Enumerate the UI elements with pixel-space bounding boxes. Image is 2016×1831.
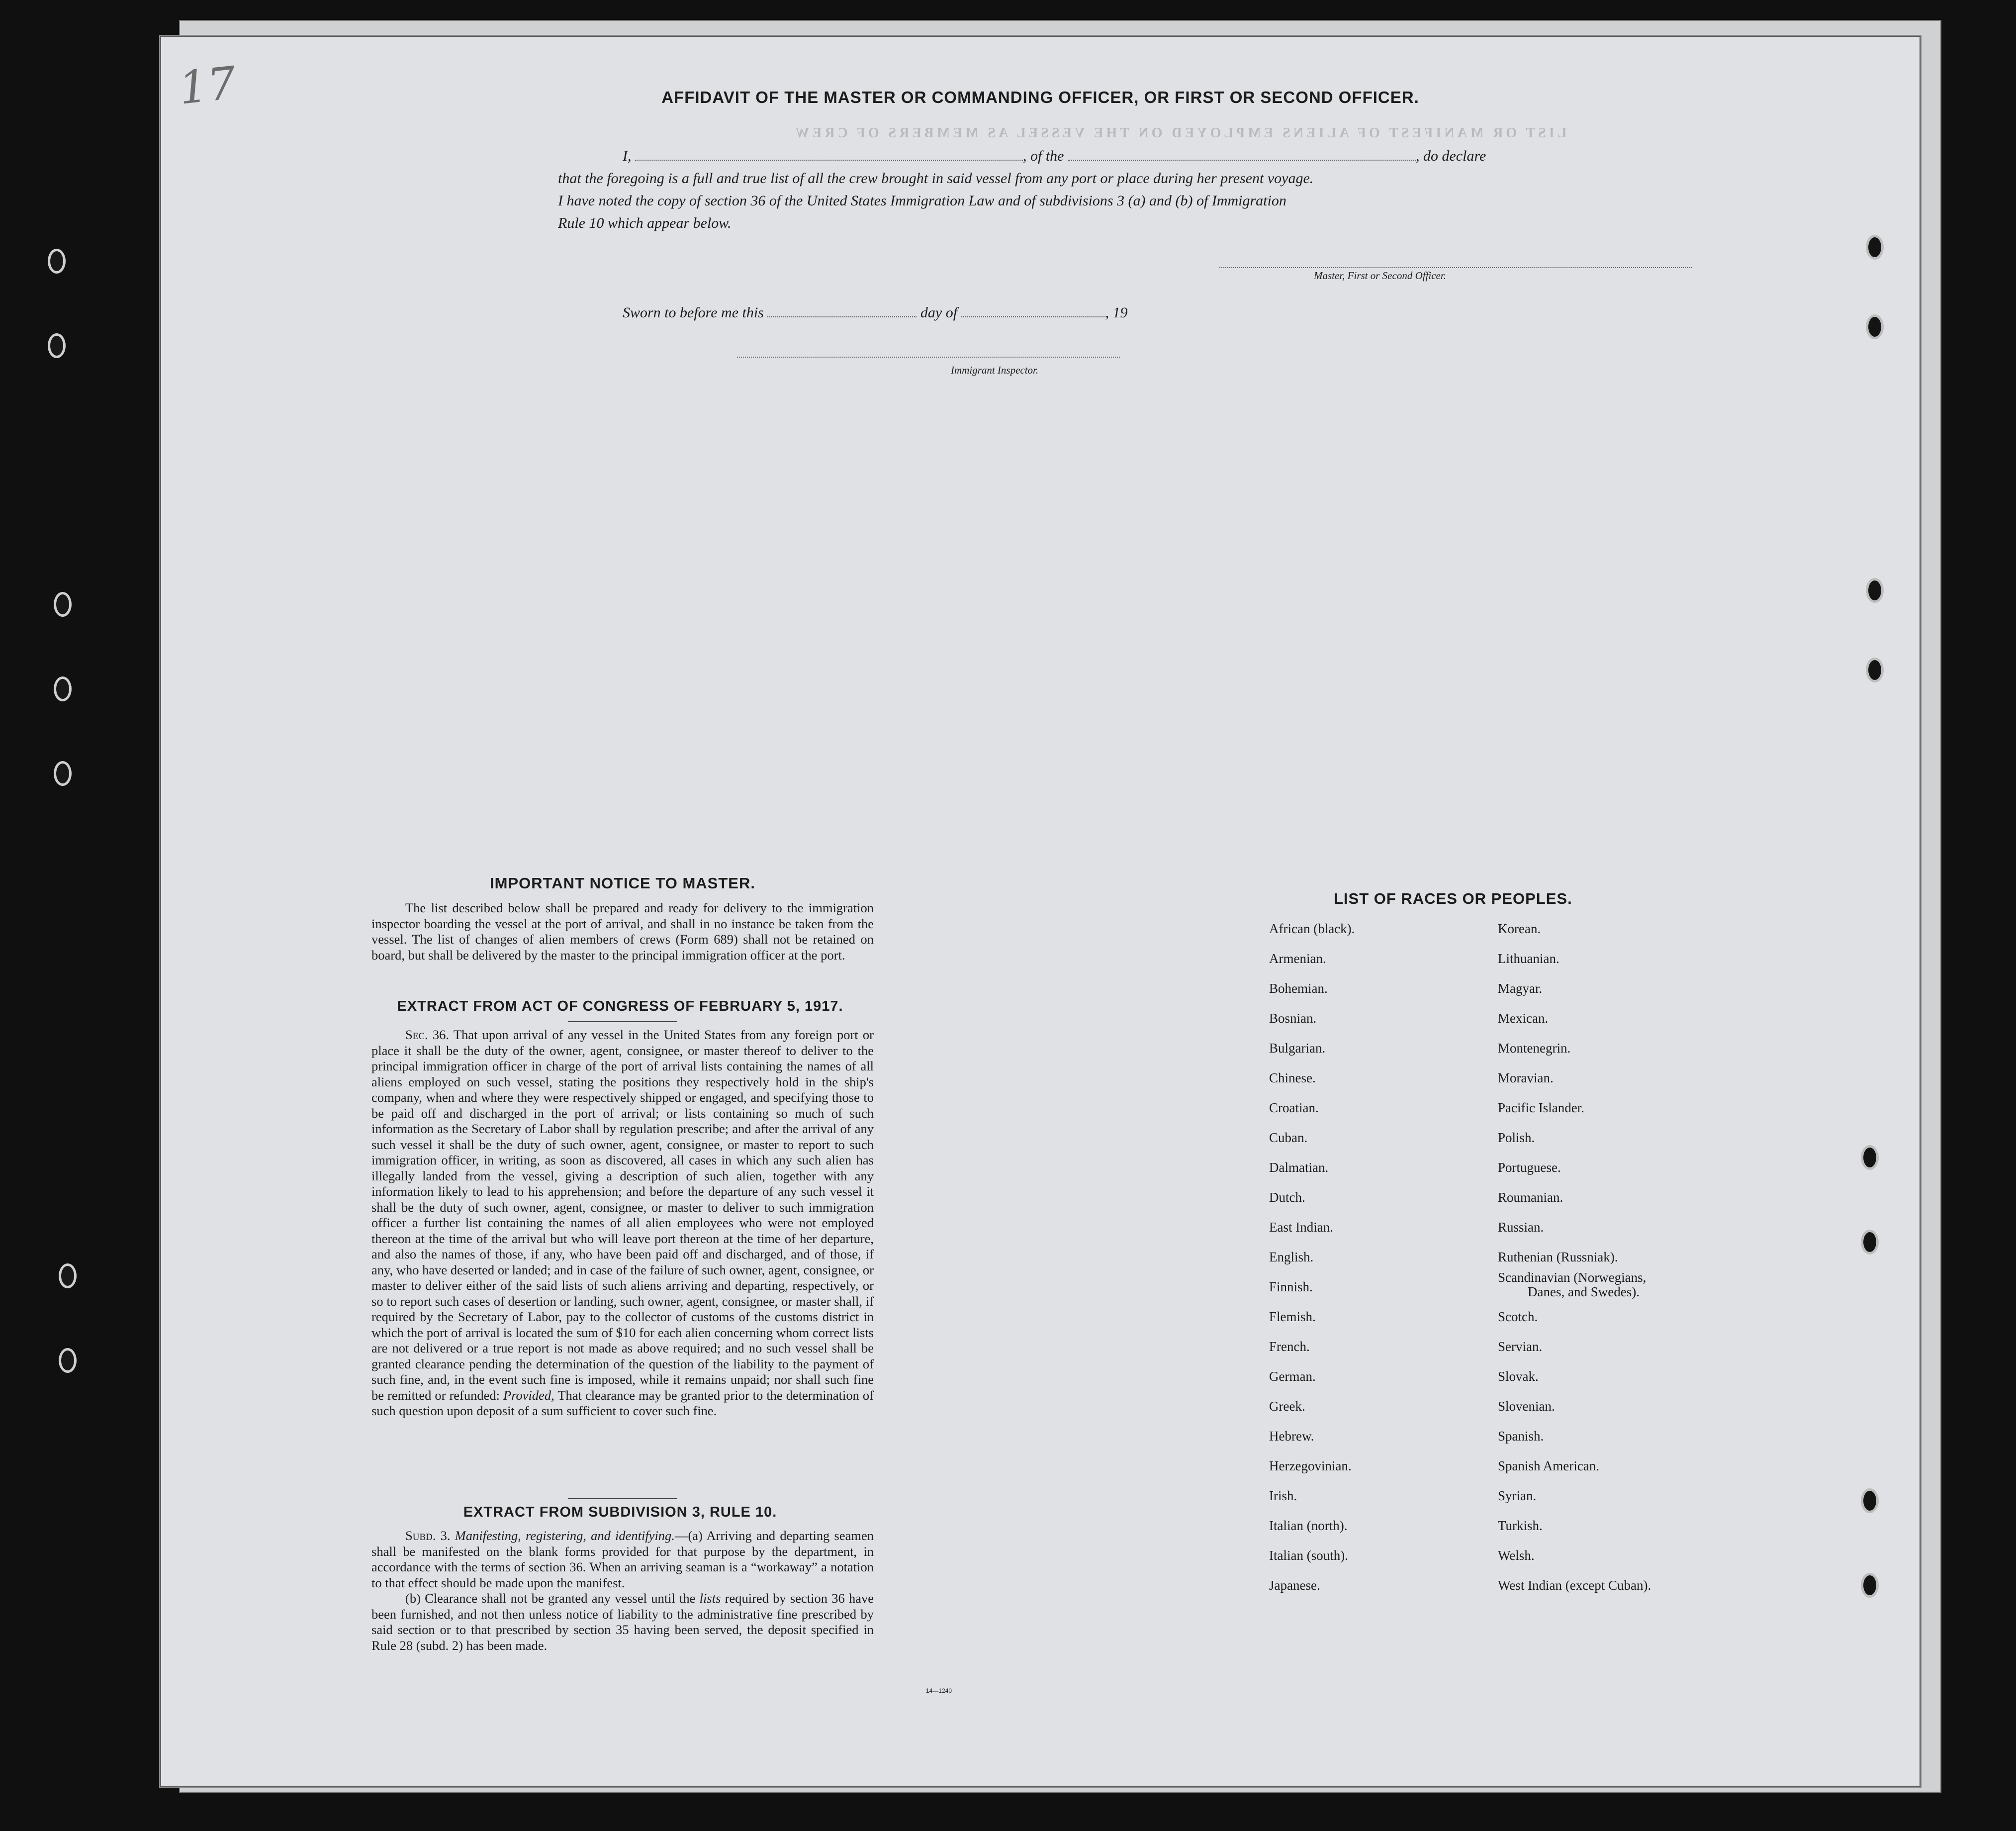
binder-hole-icon: [48, 249, 66, 274]
affidavit-do-declare: , do declare: [1416, 148, 1486, 164]
rule-b-text: required by section 36 have been furnished, and not then unless notice of liability to the administrative fine prescribed by said section or to that prescribed by section 35 having been served, the deposit specified in Rule 28 (subd. 2) has been made.: [371, 1591, 874, 1653]
races-title: LIST OF RACES OR PEOPLES.: [1334, 890, 1572, 907]
race-item: Hebrew.: [1269, 1429, 1314, 1444]
affidavit-of-the: , of the: [1023, 148, 1064, 164]
race-item: Slovak.: [1498, 1369, 1539, 1384]
race-item: Finnish.: [1269, 1279, 1313, 1294]
affidavit-line-3: I have noted the copy of section 36 of the United States Immigration Law and of subdivisions 3 (a) and (b) of Immigration: [558, 193, 1286, 209]
race-item: Greek.: [1269, 1399, 1305, 1414]
race-item: English.: [1269, 1250, 1314, 1264]
race-item: Scotch.: [1498, 1309, 1538, 1324]
affidavit-line-1: [623, 148, 1486, 165]
binder-hole-icon: [54, 676, 72, 701]
act-body: [371, 1027, 874, 1419]
act-paragraph: [371, 1027, 874, 1419]
race-item: Bohemian.: [1269, 981, 1328, 996]
race-item: Montenegrin.: [1498, 1041, 1571, 1056]
race-item: French.: [1269, 1339, 1310, 1354]
sworn-text: Sworn to before me this: [623, 304, 764, 321]
notice-body: [371, 900, 874, 963]
race-item: Mexican.: [1498, 1011, 1549, 1026]
race-item: Cuban.: [1269, 1130, 1308, 1145]
rule-a-text: —(a) Arriving and departing seamen shall be manifested on the blank forms provided for that purpose by the department, in accordance with the terms of section 36. When an arriving seaman is a “workaway” a notation to that effect should be made upon the manifest.: [371, 1528, 874, 1590]
race-item: Servian.: [1498, 1339, 1543, 1354]
rule-a-heading: Manifesting, registering, and identifying.: [455, 1528, 675, 1543]
year-text: , 19: [1105, 304, 1128, 321]
race-item: East Indian.: [1269, 1220, 1333, 1235]
race-item: Irish.: [1269, 1488, 1297, 1503]
race-item: Turkish.: [1498, 1518, 1543, 1533]
form-number: 14—1240: [926, 1687, 952, 1694]
sec-label: Sec. 36.: [405, 1027, 450, 1042]
binder-hole-icon: [48, 333, 66, 358]
race-item: Pacific Islander.: [1498, 1100, 1584, 1115]
race-item: African (black).: [1269, 921, 1355, 936]
rule-title: EXTRACT FROM SUBDIVISION 3, RULE 10.: [463, 1504, 777, 1520]
sworn-line: [623, 304, 1128, 321]
race-item: Italian (south).: [1269, 1548, 1348, 1563]
act-text: That upon arrival of any vessel in the United States from any foreign port or place it shall be the duty of the owner, agent, consignee, or master thereof to deliver to the principal immigration officer in charge of the port of arrival lists containing the names of all aliens employed on such vessel, stating the positions they respectively hold in the ship's company, when and where they were respectively shipped or engaged, and specifying those to be paid off and discharged in the port of arrival; or lists containing so much of such information as the Secretary of Labor shall by regulation prescribe; and after the arrival of any such vessel it shall be the duty of such owner, agent, consignee, or master to report to such immigration officer, in writing, as soon as discovered, all cases in which any such alien has illegally landed from the vessel, giving a description of such alien, together with any information likely to lead to his apprehension; and before the departure of any such vessel it shall be the duty of such owner, agent, consignee, or master to deliver to such immigration officer a further list containing the names of all alien employees who were not employed thereon at the time of the arrival but who will leave port thereon at the time of her departure, and also the names of those, if any, who have been paid off and discharged, and of those, if any, who have deserted or landed; and in case of the failure of such owner, agent, consignee, or master to deliver either of the said lists of such aliens arriving and departing, respectively, or so to report such cases of desertion or landing, such owner, agent, consignee, or master shall, if required by the Secretary of Labor, pay to the collector of customs of the customs district in which the port of arrival is located the sum of $10 for each alien concerning whom correct lists are not delivered or a true report is not made as above required; and no such vessel shall be granted clearance pending the determination of the question of the liability to the payment of such fine, and, in the event such fine is imposed, while it remains unpaid; nor shall such fine be remitted or refunded:: [371, 1027, 874, 1403]
affidavit-i: I,: [623, 148, 632, 164]
races-column-2: [1498, 921, 1871, 1667]
affidavit-line-2: that the foregoing is a full and true list of all the crew brought in said vessel from any port or place during her present voyage.: [558, 170, 1314, 187]
rule-paragraph-b: [371, 1591, 874, 1653]
provided-word: Provided,: [503, 1387, 554, 1403]
divider: [568, 1498, 677, 1499]
race-item: Dalmatian.: [1269, 1160, 1329, 1175]
binder-hole-icon: [59, 1263, 77, 1288]
document-page: [159, 35, 1922, 1788]
month-blank: [961, 305, 1105, 317]
pencil-mark: 17: [176, 57, 239, 115]
master-signature-line: [1219, 267, 1692, 268]
name-blank: [635, 149, 1023, 161]
race-item: Roumanian.: [1498, 1190, 1563, 1205]
race-item: Italian (north).: [1269, 1518, 1348, 1533]
race-item: Scandinavian (Norwegians,: [1498, 1270, 1647, 1285]
race-item: Magyar.: [1498, 981, 1543, 996]
race-item: Spanish.: [1498, 1429, 1544, 1444]
vessel-blank: [1068, 149, 1416, 161]
divider: [568, 1021, 677, 1022]
subd-label: Subd. 3.: [405, 1528, 451, 1543]
race-item: Japanese.: [1269, 1578, 1320, 1593]
race-item: Slovenian.: [1498, 1399, 1555, 1414]
rule-paragraph-a: [371, 1528, 874, 1591]
binder-hole-icon: [1866, 578, 1884, 603]
binder-hole-icon: [59, 1348, 77, 1373]
day-blank: [767, 305, 916, 317]
race-item: Syrian.: [1498, 1488, 1537, 1503]
race-item: Bosnian.: [1269, 1011, 1317, 1026]
race-item: Polish.: [1498, 1130, 1535, 1145]
race-item: Korean.: [1498, 921, 1541, 936]
race-item: Flemish.: [1269, 1309, 1316, 1324]
master-label: Master, First or Second Officer.: [1314, 270, 1446, 282]
act-text-end: That clearance may be granted prior to the determination of such question upon deposit of a sum sufficient to cover such fine.: [371, 1387, 874, 1418]
binder-hole-icon: [54, 761, 72, 786]
race-item: Armenian.: [1269, 951, 1326, 966]
binder-hole-icon: [1866, 314, 1884, 339]
race-item: Moravian.: [1498, 1070, 1554, 1085]
race-item: Herzegovinian.: [1269, 1458, 1352, 1473]
race-item: Lithuanian.: [1498, 951, 1559, 966]
bleed-through-text: LIST OR MANIFEST OF ALIENS EMPLOYED ON THE VESSEL AS MEMBERS OF CREW: [792, 125, 1567, 141]
inspector-label: Immigrant Inspector.: [951, 364, 1039, 376]
notice-paragraph: The list described below shall be prepared and ready for delivery to the immigration inspector boarding the vessel at the port of arrival, and shall in no instance be taken from the vessel. The list of changes of alien members of crews (Form 689) shall not be retained on board, but shall be delivered by the master to the principal immigration officer at the port.: [371, 900, 874, 963]
race-item: Croatian.: [1269, 1100, 1319, 1115]
inspector-signature-line: [737, 357, 1120, 358]
binder-hole-icon: [54, 592, 72, 617]
race-item: Chinese.: [1269, 1070, 1316, 1085]
rule-body: [371, 1528, 874, 1653]
binder-hole-icon: [1866, 235, 1884, 260]
race-item: Russian.: [1498, 1220, 1544, 1235]
rule-b-start: (b) Clearance shall not be granted any vessel until the: [405, 1591, 696, 1606]
race-item: Dutch.: [1269, 1190, 1305, 1205]
race-item: German.: [1269, 1369, 1316, 1384]
race-item: Bulgarian.: [1269, 1041, 1326, 1056]
race-item: Spanish American.: [1498, 1458, 1599, 1473]
race-item: Welsh.: [1498, 1548, 1535, 1563]
binder-hole-icon: [1866, 658, 1884, 682]
notice-title: IMPORTANT NOTICE TO MASTER.: [490, 874, 755, 892]
race-item: Portuguese.: [1498, 1160, 1561, 1175]
affidavit-line-4: Rule 10 which appear below.: [558, 215, 732, 231]
race-item: West Indian (except Cuban).: [1498, 1578, 1651, 1593]
affidavit-title: AFFIDAVIT OF THE MASTER OR COMMANDING OFFICER, OR FIRST OR SECOND OFFICER.: [661, 88, 1419, 106]
act-title: EXTRACT FROM ACT OF CONGRESS OF FEBRUARY 5, 1917.: [397, 998, 843, 1014]
day-of-text: day of: [920, 304, 958, 321]
race-item: Ruthenian (Russniak).: [1498, 1250, 1618, 1264]
rule-b-lists: lists: [699, 1591, 721, 1606]
race-item-continued: Danes, and Swedes).: [1528, 1284, 1640, 1299]
